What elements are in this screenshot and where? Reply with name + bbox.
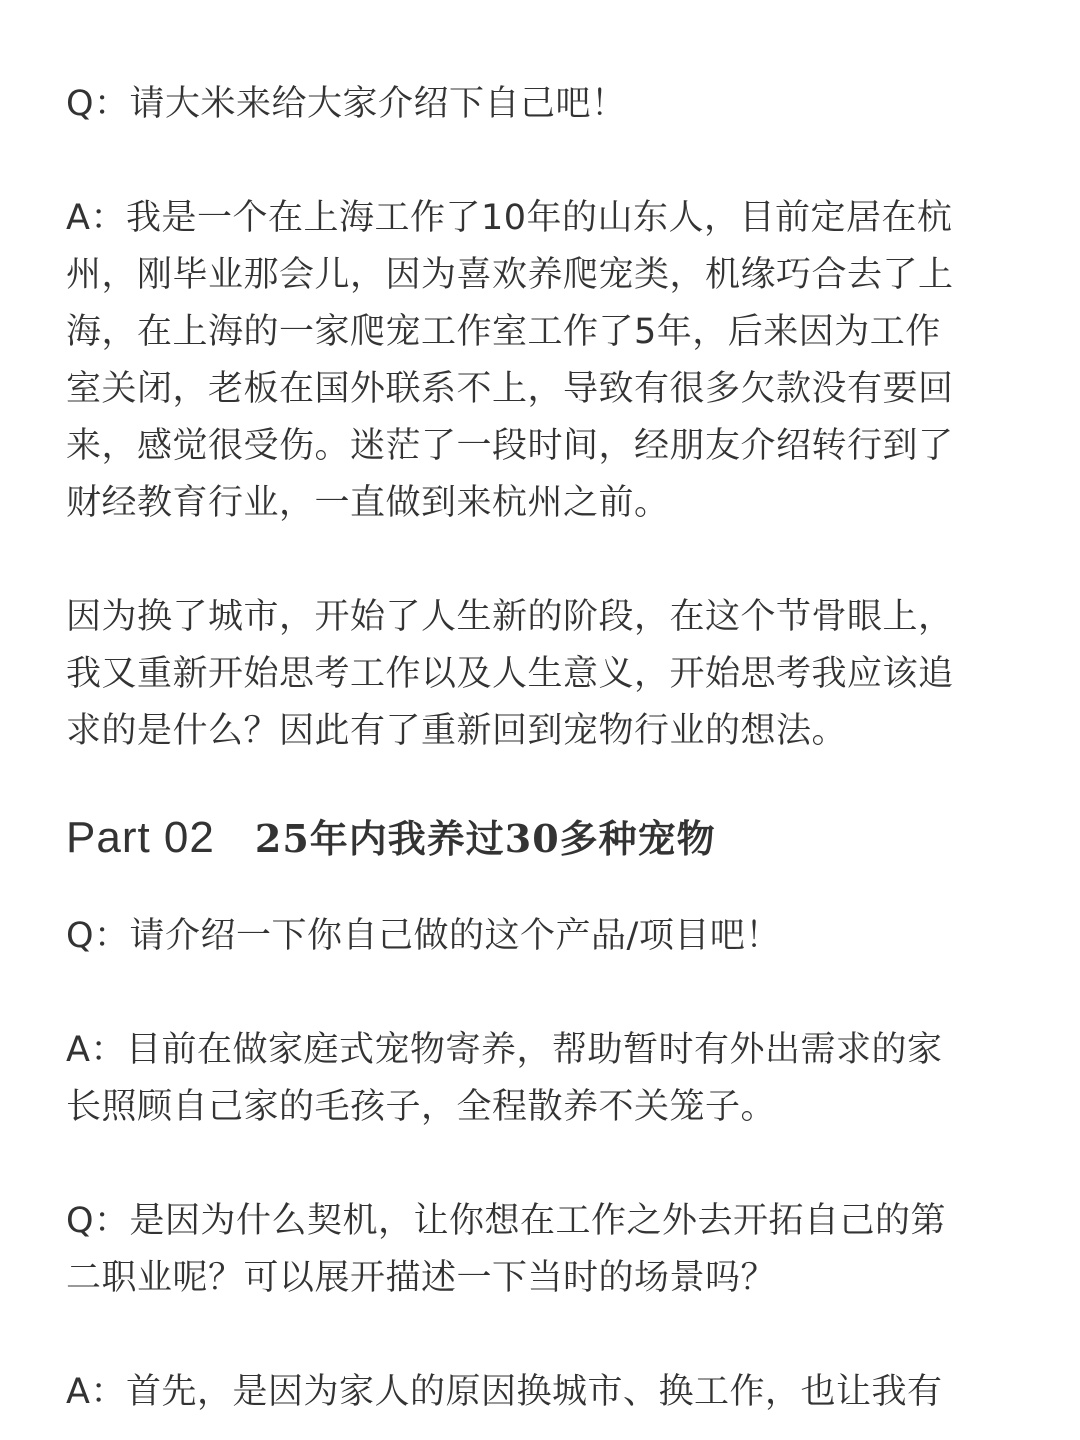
text-line: A：首先，是因为家人的原因换城市、换工作，也让我有 [66,1372,943,1412]
text-line: Q：是因为什么契机，让你想在工作之外去开拓自己的第 [66,1201,947,1241]
text-line: Q：请介绍一下你自己做的这个产品/项目吧！ [66,916,781,956]
question-paragraph [66,1193,1016,1307]
answer-paragraph [66,1022,1016,1136]
part-label: Part 02 [66,813,215,862]
text-line: 州，刚毕业那会儿，因为喜欢养爬宠类，机缘巧合去了上 [66,255,954,295]
text-line: 海，在上海的一家爬宠工作室工作了5年，后来因为工作 [66,312,941,352]
body-paragraph [66,589,1016,760]
question-paragraph [66,76,1016,133]
text-line: A：我是一个在上海工作了10年的山东人，目前定居在杭 [66,198,953,238]
text-line: 财经教育行业，一直做到来杭州之前。 [66,483,670,523]
text-line: 二职业呢？可以展开描述一下当时的场景吗？ [66,1258,777,1298]
question-paragraph [66,908,1016,965]
section-heading [66,808,1016,868]
text-line: 来，感觉很受伤。迷茫了一段时间，经朋友介绍转行到了 [66,426,954,466]
article-body [66,76,1016,1421]
text-line: 长照顾自己家的毛孩子，全程散养不关笼子。 [66,1087,777,1127]
text-line: 因为换了城市，开始了人生新的阶段，在这个节骨眼上， [66,597,954,637]
text-line: A：目前在做家庭式宠物寄养，帮助暂时有外出需求的家 [66,1030,943,1070]
text-line: 我又重新开始思考工作以及人生意义，开始思考我应该追 [66,654,954,694]
text-line: 室关闭，老板在国外联系不上，导致有很多欠款没有要回 [66,369,954,409]
text-line: Q：请大米来给大家介绍下自己吧！ [66,84,627,124]
section-title: 25年内我养过30多种宠物 [254,816,716,861]
answer-paragraph [66,190,1016,532]
text-line: 求的是什么？因此有了重新回到宠物行业的想法。 [66,711,848,751]
answer-paragraph [66,1364,1016,1421]
